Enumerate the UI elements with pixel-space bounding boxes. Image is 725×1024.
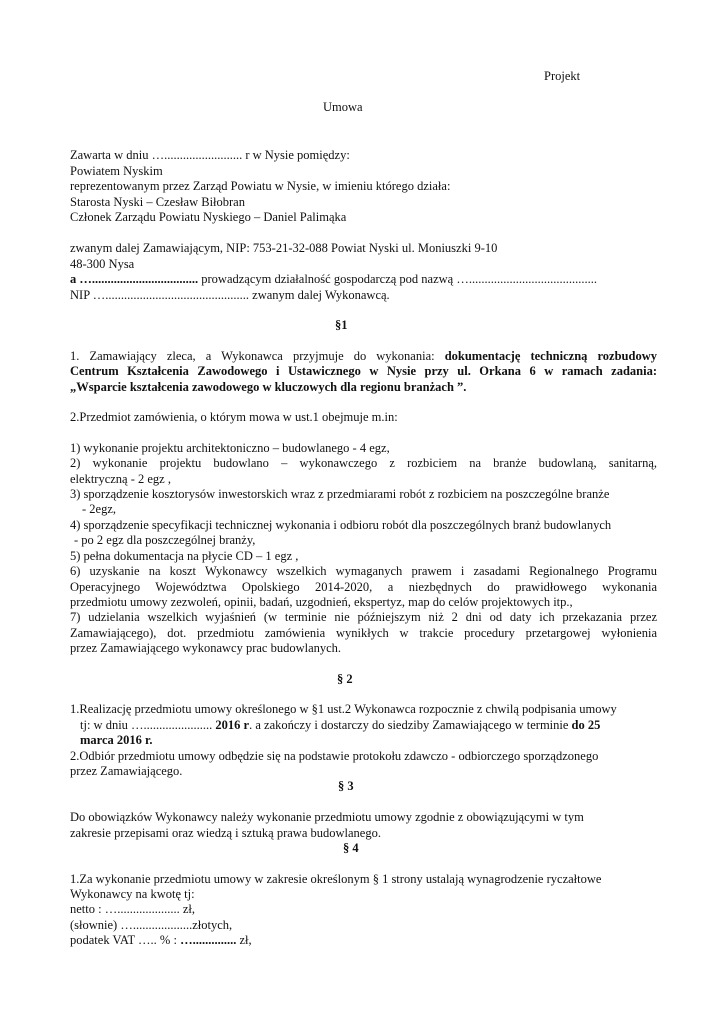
s4-amount-in-words: (słownie) …...................złotych, xyxy=(70,918,233,932)
s4-line-1: 1.Za wykonanie przedmiotu umowy w zakresie określonym § 1 strony ustalają wynagrodzenie ryczałtowe xyxy=(70,872,602,886)
s1-item: 3) sporządzenie kosztorysów inwestorskich wraz z przedmiarami robót z rozbiciem na poszczególne branże xyxy=(70,487,610,501)
date-line: Zawarta w dniu …......................... r w Nysie pomiędzy: xyxy=(70,148,350,162)
s1-p1-bold-b: Centrum Kształcenia Zawodowego i Ustawicznego w Nysie przy ul. Orkana 6 w ramach zadania: xyxy=(70,364,657,378)
contractor-name-blank: a ….................................. xyxy=(70,272,199,286)
s2-line-2 xyxy=(80,718,600,734)
s2-l2-pre: tj: w dniu …...................... xyxy=(80,718,216,732)
board-member-line: Członek Zarządu Powiatu Nyskiego – Daniel Palimąka xyxy=(70,210,347,224)
s1-item: Zamawiającego), dot. przedmiotu zamówienia wynikłych w trakcie procedury przetargowej wyłonienia xyxy=(70,626,657,640)
s1-item: przez Zamawiającego wykonawcy prac budowlanych. xyxy=(70,641,342,655)
s1-paragraph-2: 2.Przedmiot zamówienia, o którym mowa w ust.1 obejmuje m.in: xyxy=(70,410,398,424)
s1-p1-bold-c: „Wsparcie kształcenia zawodowego w kluczowych dla regionu branżach ”. xyxy=(70,380,467,394)
section-4-heading: § 4 xyxy=(343,841,359,855)
s1-item: przedmiotu umowy zezwoleń, opinii, badań, uzgodnień, ekspertyz, map do celów projektowych itp., xyxy=(70,595,573,609)
county-name: Powiatem Nyskim xyxy=(70,164,163,178)
s1-item: Operacyjnego Województwa Opolskiego 2014-2020, a niezbędnych do prawidłowego wykonania xyxy=(70,580,657,594)
s1-paragraph-1-line-1 xyxy=(70,349,657,365)
s2-line-5: przez Zamawiającego. xyxy=(70,764,183,778)
s1-item: elektryczną - 2 egz , xyxy=(70,472,171,486)
s4-vat-line xyxy=(70,933,252,949)
s2-l2-mid: . a zakończy i dostarczy do siedziby Zamawiającego w terminie xyxy=(249,718,572,732)
s1-item: - po 2 egz dla poszczególnej branży, xyxy=(74,533,256,547)
s2-line-3: marca 2016 r. xyxy=(80,733,153,747)
s1-p1-prefix: 1. Zamawiający zleca, a Wykonawca przyjmuje do wykonania: xyxy=(70,349,445,363)
document-title: Umowa xyxy=(323,100,363,114)
s1-item: 6) uzyskanie na koszt Wykonawcy wszelkich wymaganych prawem i zasadami Regionalnego Programu xyxy=(70,564,657,578)
s4-line-2: Wykonawcy na kwotę tj: xyxy=(70,887,195,901)
contractor-nip: NIP ….............................................. zwanym dalej Wykonawcą. xyxy=(70,288,390,302)
s2-line-4: 2.Odbiór przedmiotu umowy odbędzie się na podstawie protokołu zdawczo - odbiorczego sporządzonego xyxy=(70,749,599,763)
s1-item: 2) wykonanie projektu budowlano – wykonawczego z rozbiciem na branże budowlaną, sanitarną, xyxy=(70,456,657,470)
s1-p1-bold-a: dokumentację techniczną rozbudowy xyxy=(444,349,657,363)
s4-vat-pre: podatek VAT ….. % : xyxy=(70,933,181,947)
s1-item: 5) pełna dokumentacja na płycie CD – 1 egz , xyxy=(70,549,299,563)
s3-line-2: zakresie przepisami oraz wiedzą i sztuką prawa budowlanego. xyxy=(70,826,381,840)
s4-vat-post: zł, xyxy=(236,933,252,947)
contractor-line xyxy=(70,272,597,288)
s1-item: 4) sporządzenie specyfikacji technicznej wykonania i odbioru robót dla poszczególnych branż budowlanych xyxy=(70,518,612,532)
s2-line-1: 1.Realizację przedmiotu umowy określonego w §1 ust.2 Wykonawca rozpocznie z chwilą podpisania umowy xyxy=(70,702,617,716)
s4-net-amount: netto : ….................... zł, xyxy=(70,902,195,916)
s4-vat-amount: ….............. xyxy=(180,933,237,947)
section-2-heading: § 2 xyxy=(337,672,353,686)
starosta-line: Starosta Nyski – Czesław Biłobran xyxy=(70,195,245,209)
contractor-business-text: prowadzącym działalność gospodarczą pod nazwą …......................................... xyxy=(198,272,597,286)
section-1-heading: §1 xyxy=(335,318,348,332)
s2-l2-deadline: do 25 xyxy=(571,718,601,732)
represented-by: reprezentowanym przez Zarząd Powiatu w Nysie, w imieniu którego działa: xyxy=(70,179,451,193)
s1-item: 7) udzielania wszelkich wyjaśnień (w terminie nie późniejszym niż 2 dni od daty ich przekazania przez xyxy=(70,610,657,624)
project-label: Projekt xyxy=(544,69,581,83)
s2-l2-year: 2016 r xyxy=(215,718,250,732)
client-city: 48-300 Nysa xyxy=(70,257,135,271)
s1-item: 1) wykonanie projektu architektoniczno – budowlanego - 4 egz, xyxy=(70,441,390,455)
client-line: zwanym dalej Zamawiającym, NIP: 753-21-32-088 Powiat Nyski ul. Moniuszki 9-10 xyxy=(70,241,498,255)
section-3-heading: § 3 xyxy=(338,779,354,793)
s3-line-1: Do obowiązków Wykonawcy należy wykonanie przedmiotu umowy zgodnie z obowiązującymi w tym xyxy=(70,810,584,824)
s1-item: - 2egz, xyxy=(82,502,117,516)
